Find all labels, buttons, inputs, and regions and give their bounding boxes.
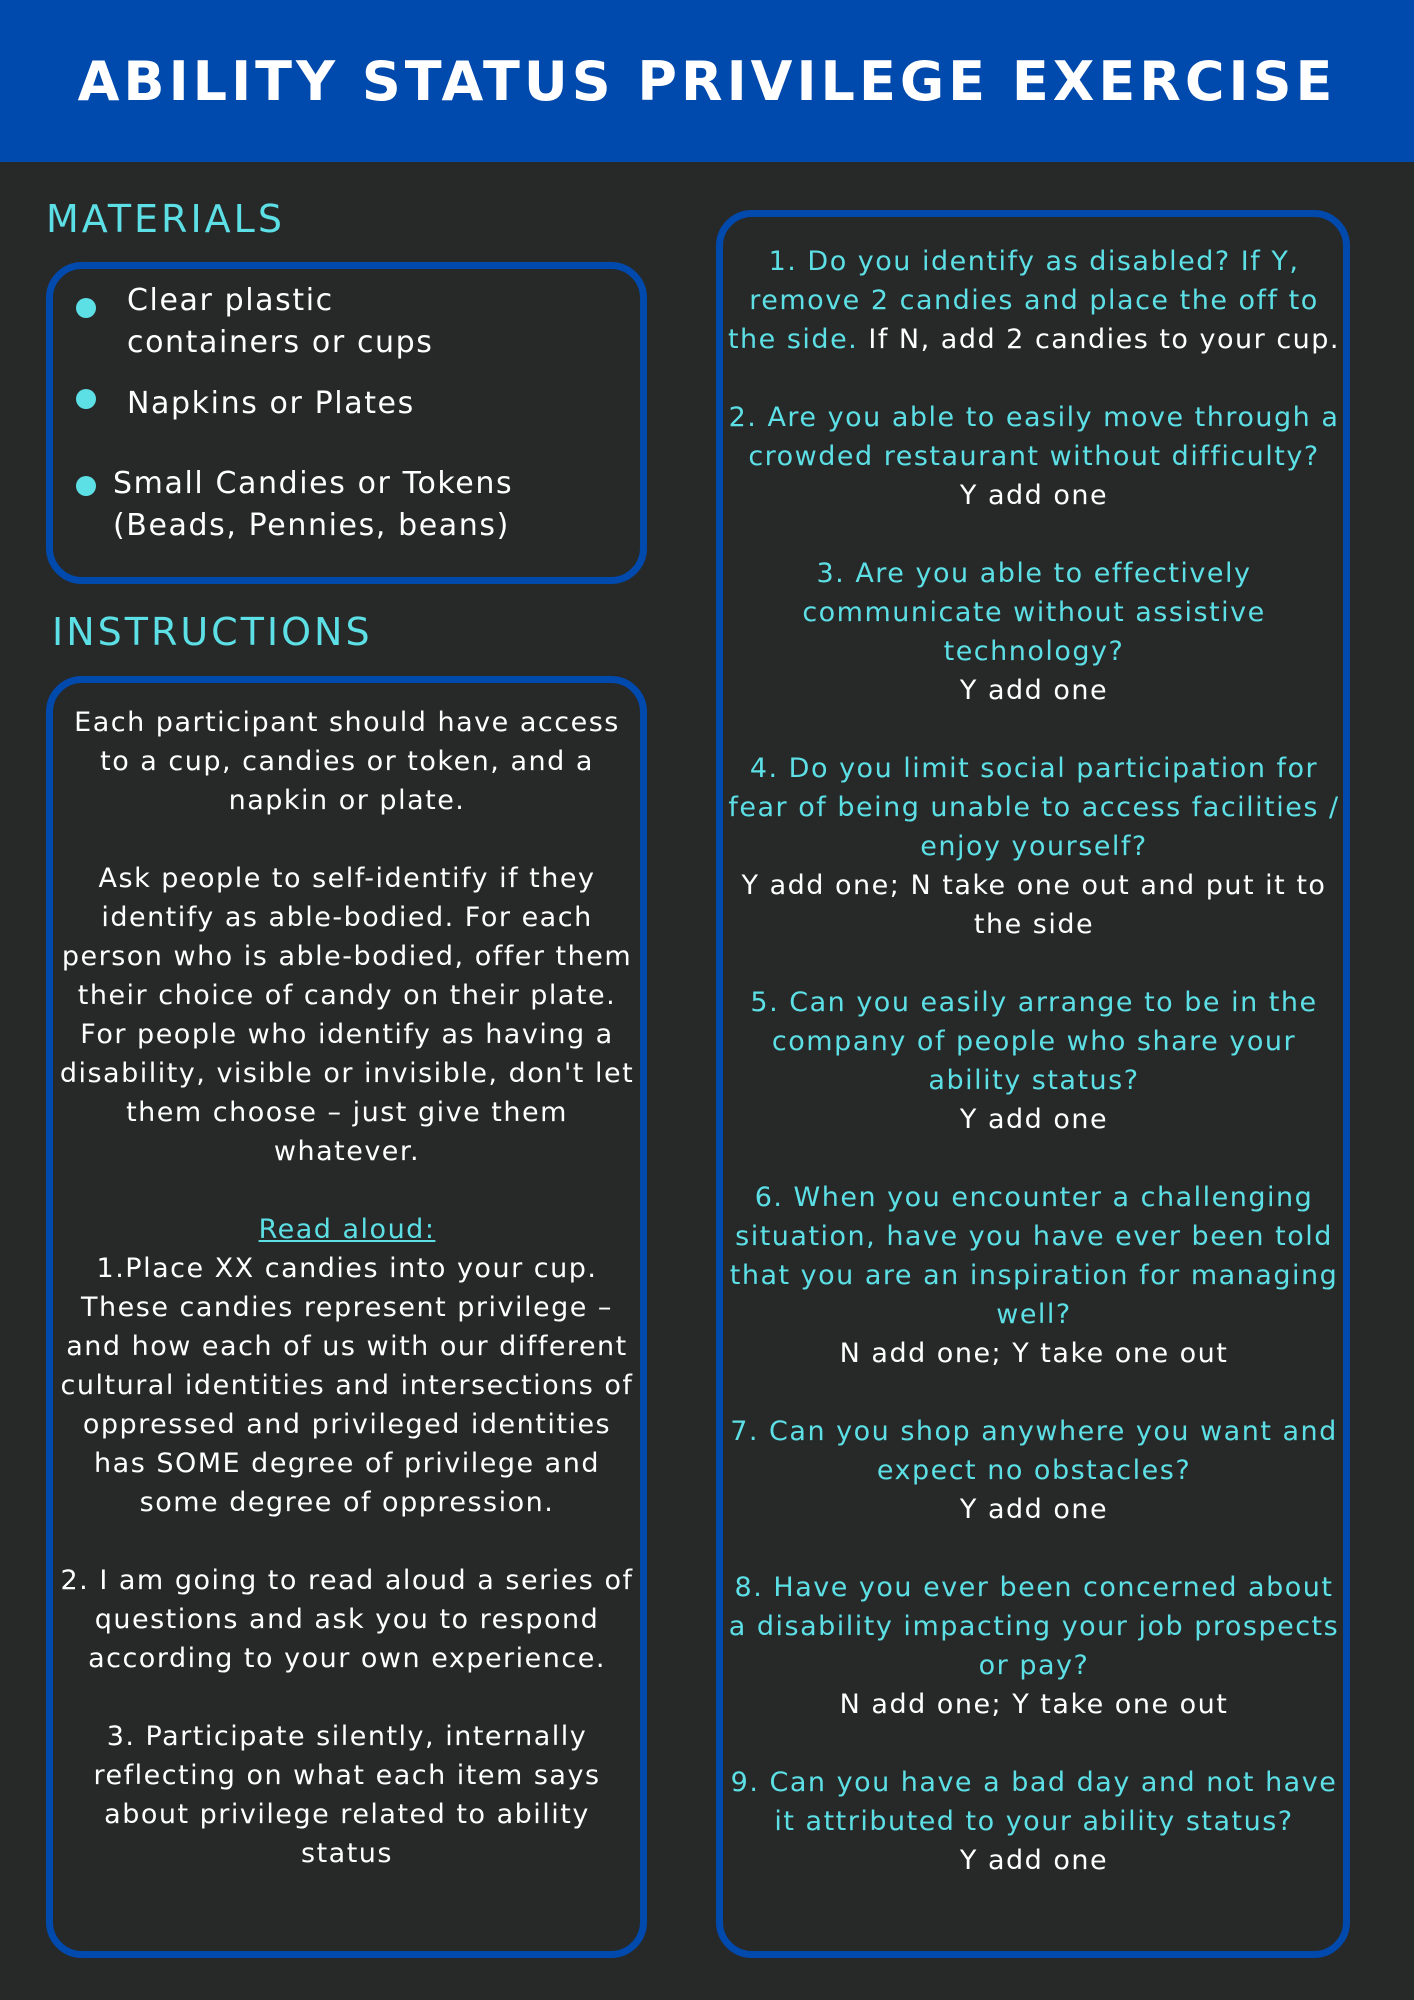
question-text: 5. Can you easily arrange to be in the company of people who share your ability status? [750, 987, 1318, 1096]
question-text: 4. Do you limit social participation for fear of being unable to access facilities / enjoy yourself? [728, 753, 1340, 862]
question-answer: Y add one [959, 675, 1109, 706]
question-item [726, 749, 1342, 944]
question-item [726, 1763, 1342, 1880]
question-answer: Y add one [959, 1104, 1109, 1135]
header-banner [0, 0, 1414, 162]
questions-list [726, 242, 1342, 1919]
materials-item-line: Napkins or Plates [127, 386, 415, 421]
question-answer: Y add one; N take one out and put it to the side [741, 870, 1327, 940]
instructions-paragraph: 2. I am going to read aloud a series of questions and ask you to respond according to your own experience. [60, 1565, 634, 1674]
instructions-paragraph: Ask people to self-identify if they identify as able-bodied. For each person who is able-bodied, offer them their choice of candy on their plate. For people who identify as having a disability, visible or invisible, don't let them choose – just give them whatever. [59, 863, 635, 1167]
question-item [726, 1412, 1342, 1529]
bullet-icon [76, 389, 96, 409]
question-item [726, 242, 1342, 359]
instructions-text [56, 703, 638, 1912]
question-text: 2. Are you able to easily move through a crowded restaurant without difficulty? [728, 402, 1340, 472]
materials-item [113, 463, 513, 547]
question-text: 6. When you encounter a challenging situation, have you have ever been told that you are an inspiration for managing well? [729, 1182, 1339, 1330]
question-text: 7. Can you shop anywhere you want and expect no obstacles? [730, 1416, 1338, 1486]
instructions-paragraph: Each participant should have access to a cup, candies or token, and a napkin or plate. [74, 707, 620, 816]
materials-item [127, 280, 434, 364]
question-text: 1. Do you identify as disabled? If Y, remove 2 candies and place the off to the side. [727, 246, 1319, 355]
question-item [726, 398, 1342, 515]
question-answer: N add one; Y take one out [839, 1338, 1229, 1369]
materials-item-line: (Beads, Pennies, beans) [113, 508, 510, 543]
instructions-paragraph: 1.Place XX candies into your cup. These candies represent privilege – and how each of us with our different cultural identities and intersections of oppressed and privileged identities has SOME degree of privilege and some degree of oppression. [60, 1253, 634, 1518]
materials-heading: MATERIALS [46, 197, 285, 241]
materials-item-line: containers or cups [127, 325, 434, 360]
bullet-icon [76, 476, 96, 496]
question-answer: Y add one [959, 1845, 1109, 1876]
materials-item-line: Small Candies or Tokens [113, 466, 514, 501]
question-answer: Y add one [959, 480, 1109, 511]
question-item [726, 1178, 1342, 1373]
instructions-heading: INSTRUCTIONS [52, 610, 373, 654]
read-aloud-label: Read aloud: [258, 1214, 436, 1245]
question-text: 8. Have you ever been concerned about a disability impacting your job prospects or pay? [728, 1572, 1340, 1681]
bullet-icon [76, 298, 96, 318]
materials-item-line: Clear plastic [127, 283, 334, 318]
instructions-paragraph: 3. Participate silently, internally reflecting on what each item says about privilege related to ability status [93, 1721, 601, 1869]
materials-item [127, 383, 415, 425]
question-text: 3. Are you able to effectively communicate without assistive technology? [802, 558, 1266, 667]
question-item [726, 554, 1342, 710]
question-text: 9. Can you have a bad day and not have it attributed to your ability status? [730, 1767, 1338, 1837]
question-answer: N add one; Y take one out [839, 1689, 1229, 1720]
page-title: ABILITY STATUS PRIVILEGE EXERCISE [77, 49, 1337, 113]
question-answer: Y add one [959, 1494, 1109, 1525]
question-item [726, 1568, 1342, 1724]
question-answer: If N, add 2 candies to your cup. [868, 324, 1341, 355]
question-item [726, 983, 1342, 1139]
